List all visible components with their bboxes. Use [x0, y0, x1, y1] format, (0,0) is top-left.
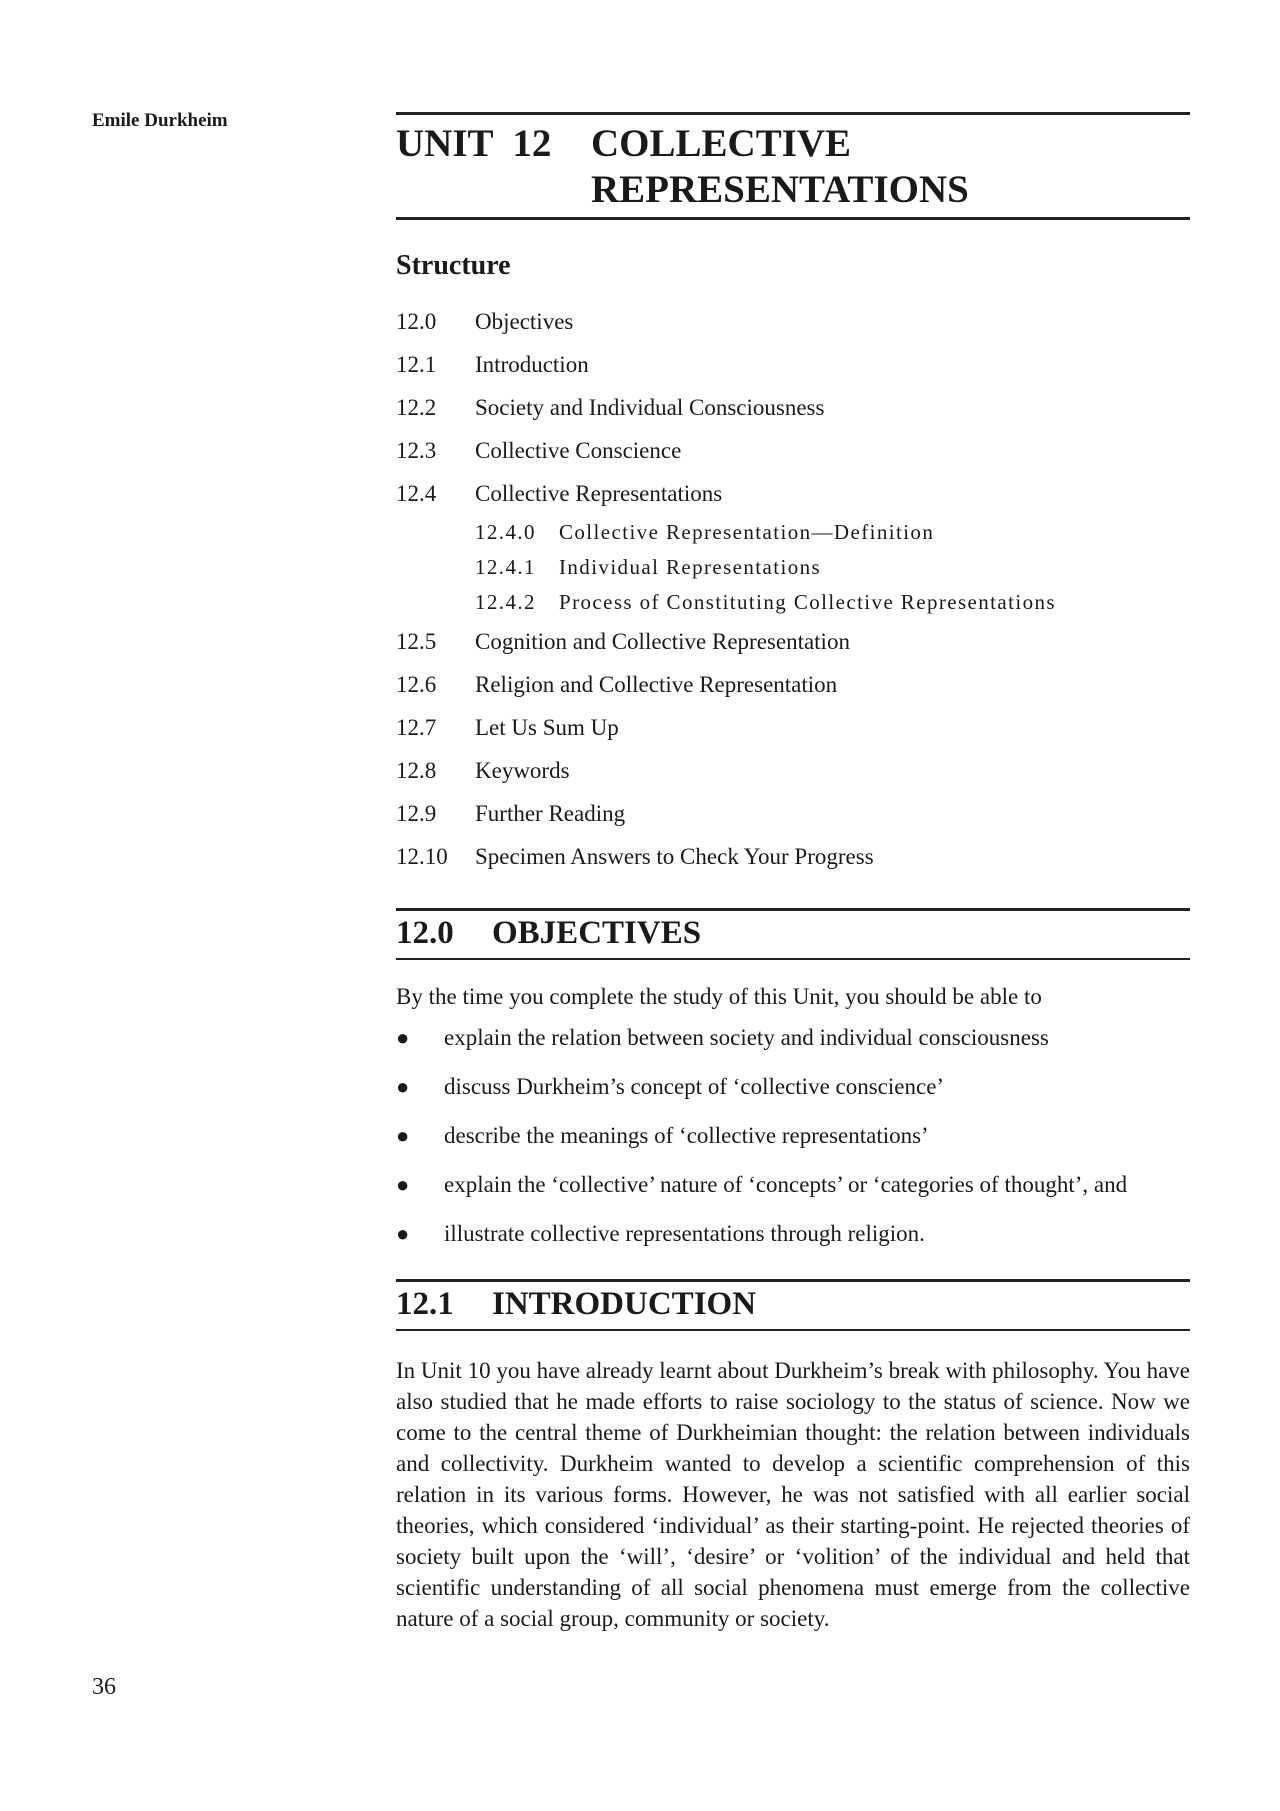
toc-item: [396, 792, 1190, 835]
toc-label: Collective Conscience: [475, 437, 682, 463]
bullet-text: explain the ‘collective’ nature of ‘concepts’ or ‘categories of thought’, and: [444, 1172, 1128, 1197]
toc-subitem: [396, 585, 1190, 620]
toc-item: [396, 749, 1190, 792]
bullet-icon: ●: [396, 1123, 410, 1148]
toc-number: 12.10: [396, 843, 448, 869]
introduction-paragraph: In Unit 10 you have already learnt about Durkheim’s break with philosophy. You have also studied that he made efforts to raise sociology to the status of science. Now we come to the central theme of Durkheimian thought: the relation between individuals and collectivity. Durkheim wanted to develop a scientific comprehension of this relation in its various forms. However, he was not satisfied with all earlier social theories, which considered ‘individual’ as their starting-point. He rejected theories of society built upon the ‘will’, ‘desire’ or ‘volition’ of the individual and held that scientific understanding of all social phenomena must emerge from the collective nature of a social group, community or society.: [396, 1358, 1190, 1631]
bullet-text: illustrate collective representations through religion.: [444, 1221, 925, 1246]
bullet-icon: ●: [396, 1172, 410, 1197]
objectives-list: [396, 1022, 1190, 1249]
bullet-icon: ●: [396, 1221, 410, 1246]
list-item: [396, 1218, 1190, 1249]
toc-item: [396, 706, 1190, 749]
toc-number: 12.9: [396, 800, 437, 826]
toc-label: Cognition and Collective Representation: [475, 628, 850, 654]
toc-item: [396, 472, 1190, 515]
toc-item: [396, 300, 1190, 343]
objectives-heading: [396, 908, 1190, 960]
unit-title-line-2: REPRESENTATIONS: [591, 168, 969, 211]
toc-number: 12.4: [396, 480, 437, 506]
toc-sub-label: Process of Constituting Collective Representations: [559, 590, 1056, 614]
list-item: [396, 1022, 1190, 1053]
list-item: [396, 1071, 1190, 1102]
running-head: Emile Durkheim: [92, 110, 228, 131]
objectives-intro: By the time you complete the study of this Unit, you should be able to: [396, 984, 1042, 1009]
toc-item: [396, 386, 1190, 429]
toc-label: Keywords: [475, 757, 570, 783]
toc-subitem: [396, 515, 1190, 550]
toc-item: [396, 429, 1190, 472]
toc-sub-number: 12.4.0: [475, 520, 536, 544]
section-title: INTRODUCTION: [492, 1286, 757, 1322]
toc-item: [396, 663, 1190, 706]
toc-item: [396, 835, 1190, 878]
table-of-contents: [396, 300, 1190, 878]
toc-number: 12.3: [396, 437, 437, 463]
toc-subitem: [396, 550, 1190, 585]
toc-label: Objectives: [475, 308, 574, 334]
page-number: 36: [92, 1674, 116, 1700]
section-number: 12.0: [396, 915, 454, 951]
structure-heading: Structure: [396, 250, 511, 281]
toc-number: 12.0: [396, 308, 437, 334]
unit-label: UNIT 12: [396, 122, 552, 165]
toc-sub-label: Collective Representation—Definition: [559, 520, 935, 544]
toc-sub-number: 12.4.1: [475, 555, 536, 579]
toc-number: 12.1: [396, 351, 437, 377]
section-number: 12.1: [396, 1286, 454, 1322]
toc-label: Let Us Sum Up: [475, 714, 619, 740]
unit-title-line-1: COLLECTIVE: [591, 122, 852, 165]
bullet-icon: ●: [396, 1074, 410, 1099]
toc-label: Specimen Answers to Check Your Progress: [475, 843, 874, 869]
bullet-text: discuss Durkheim’s concept of ‘collective conscience’: [444, 1074, 945, 1099]
section-title: OBJECTIVES: [492, 915, 702, 951]
introduction-heading: [396, 1279, 1190, 1331]
list-item: [396, 1120, 1190, 1151]
toc-label: Society and Individual Consciousness: [475, 394, 825, 420]
toc-label: Collective Representations: [475, 480, 723, 506]
main-content: [396, 112, 1190, 1634]
toc-number: 12.6: [396, 671, 437, 697]
toc-item: [396, 620, 1190, 663]
toc-item: [396, 343, 1190, 386]
toc-sub-number: 12.4.2: [475, 590, 536, 614]
bullet-icon: ●: [396, 1025, 410, 1050]
toc-number: 12.7: [396, 714, 437, 740]
toc-number: 12.5: [396, 628, 437, 654]
bullet-text: describe the meanings of ‘collective representations’: [444, 1123, 929, 1148]
toc-number: 12.2: [396, 394, 437, 420]
bullet-text: explain the relation between society and individual consciousness: [444, 1025, 1049, 1050]
toc-label: Introduction: [475, 351, 589, 377]
list-item: [396, 1169, 1190, 1200]
toc-sub-label: Individual Representations: [559, 555, 822, 579]
unit-title: [396, 112, 1190, 220]
toc-label: Religion and Collective Representation: [475, 671, 838, 697]
toc-number: 12.8: [396, 757, 437, 783]
toc-label: Further Reading: [475, 800, 626, 826]
